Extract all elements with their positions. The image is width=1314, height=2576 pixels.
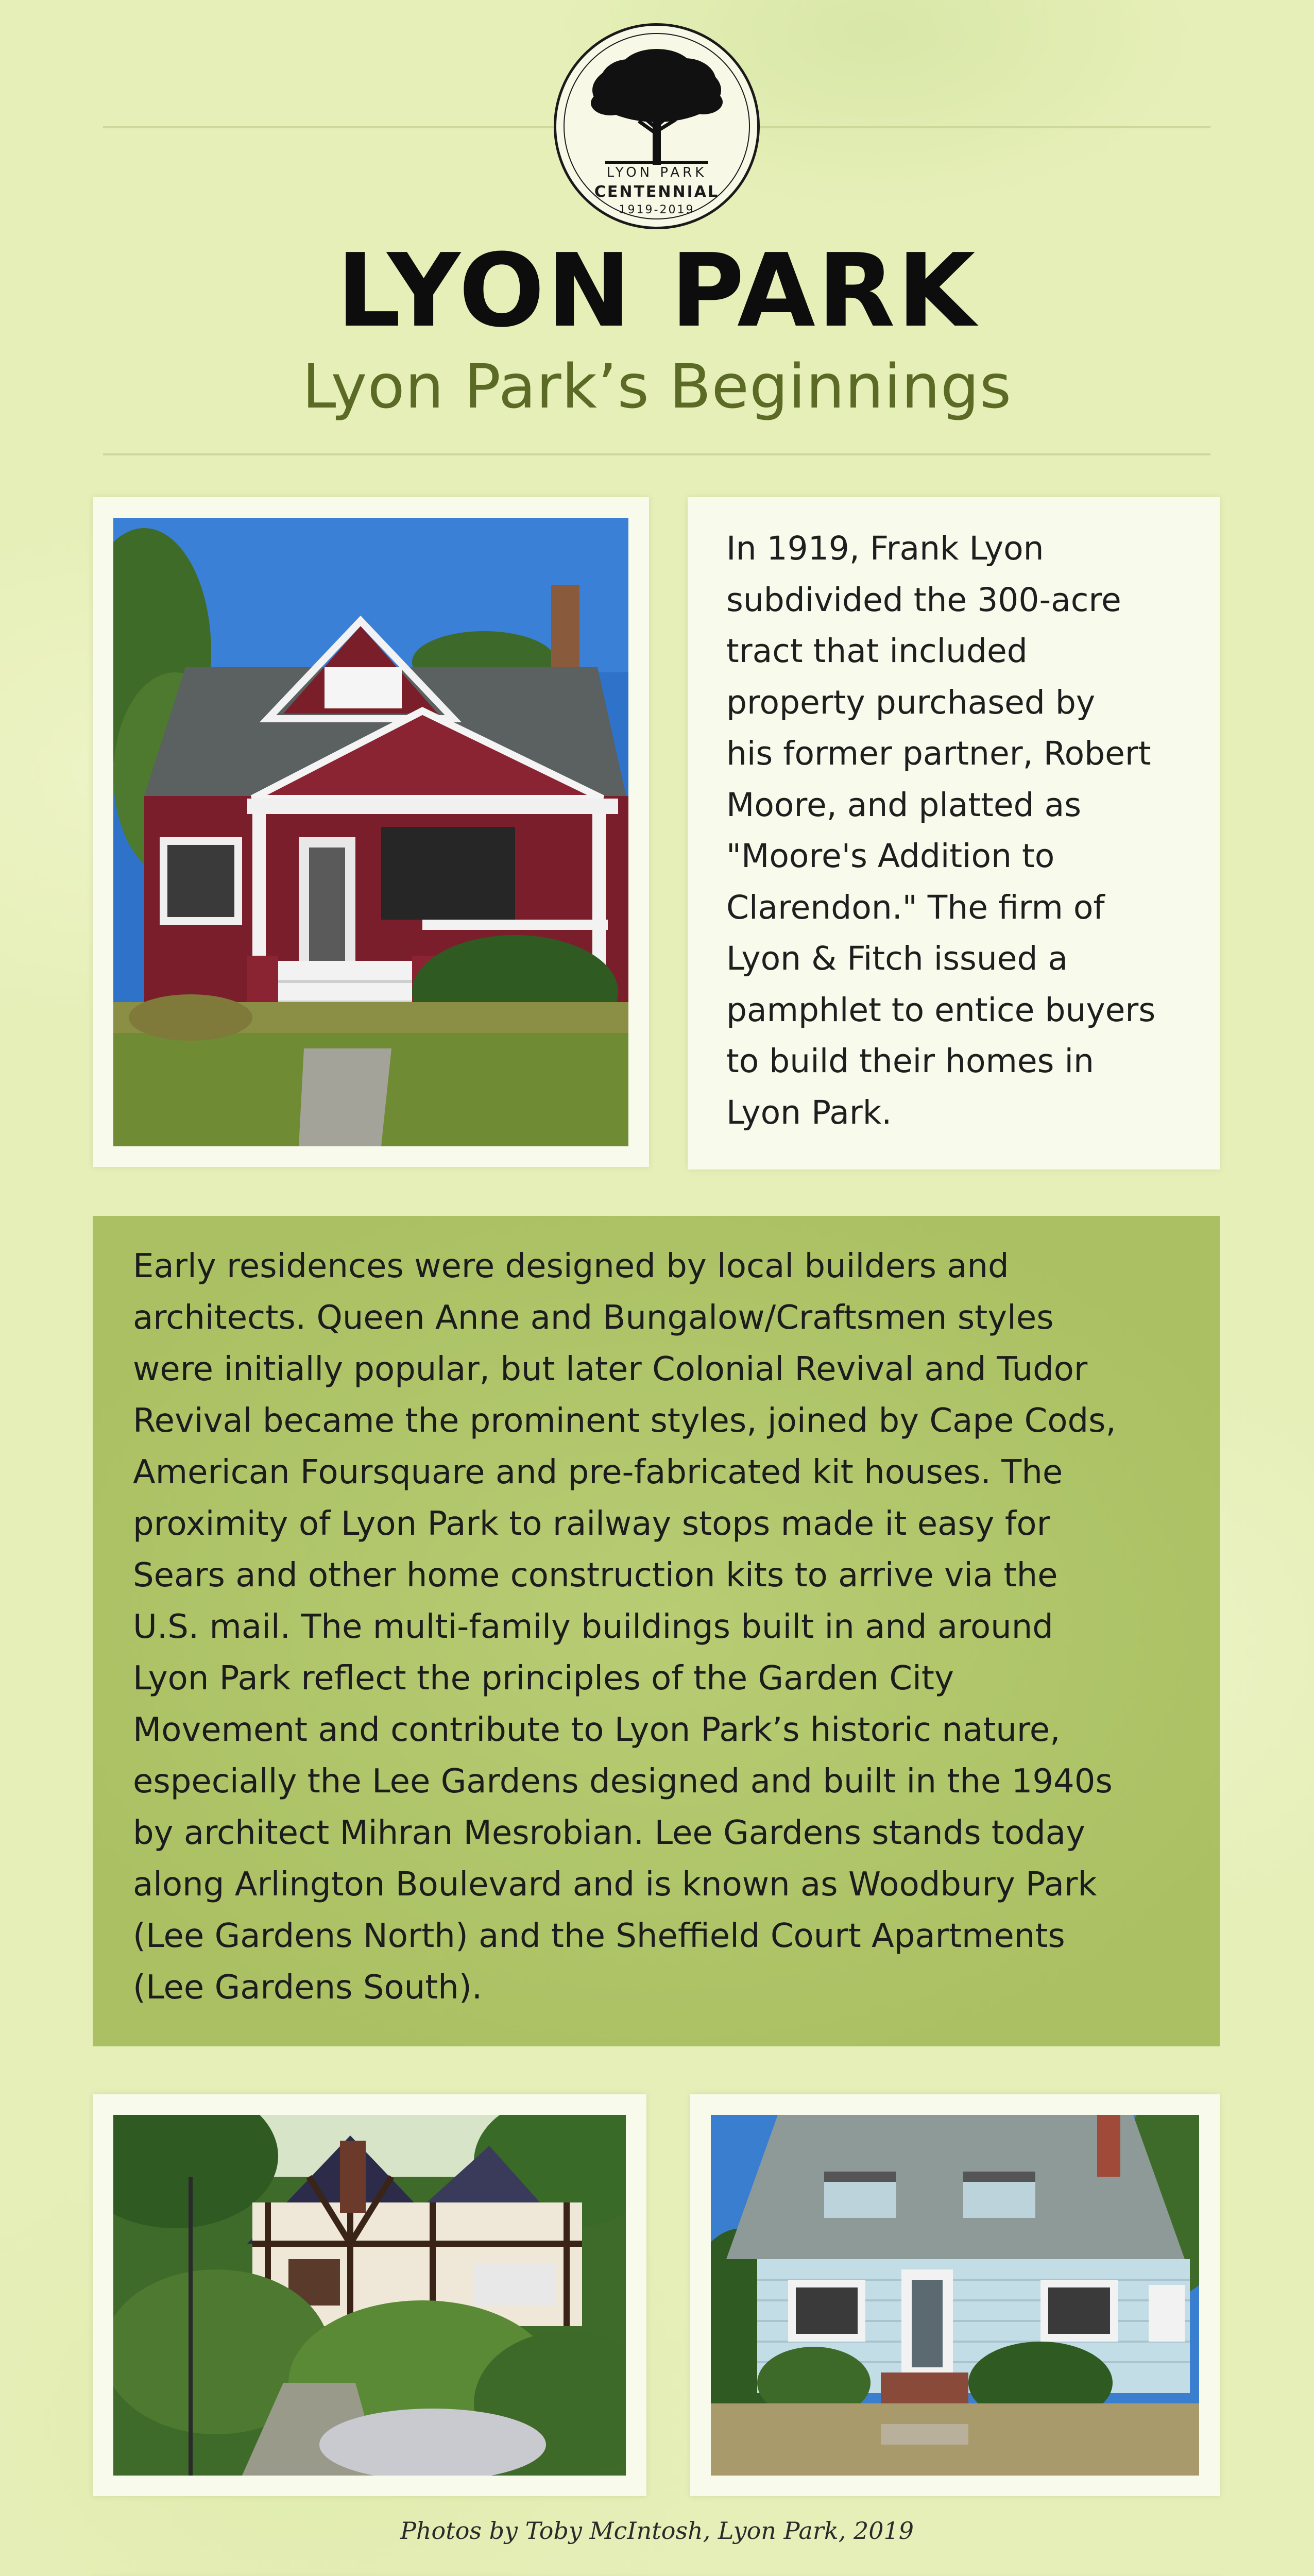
intro-line: his former partner, Robert: [726, 735, 1151, 772]
history-line: proximity of Lyon Park to railway stops made it easy for: [133, 1505, 1050, 1543]
page-title: LYON PARK: [336, 232, 978, 350]
history-paragraph: [133, 1241, 1204, 2013]
intro-line: property purchased by: [726, 683, 1096, 721]
history-line: Early residences were designed by local builders and: [133, 1247, 1009, 1285]
intro-line: Clarendon." The firm of: [726, 888, 1105, 926]
intro-line: tract that included: [726, 632, 1028, 670]
photo-frame-bungalow: [93, 497, 649, 1167]
history-line: architects. Queen Anne and Bungalow/Craftsmen styles: [133, 1299, 1054, 1337]
logo-centennial: CENTENNIAL: [594, 183, 720, 201]
history-line: Revival became the prominent styles, joined by Cape Cods,: [133, 1402, 1116, 1440]
page-subtitle: Lyon Park’s Beginnings: [302, 351, 1012, 422]
history-line: especially the Lee Gardens designed and built in the 1940s: [133, 1762, 1113, 1801]
bungalow-photo: [113, 518, 628, 1146]
tudor-house-photo: [113, 2115, 626, 2476]
history-line: along Arlington Boulevard and is known as Woodbury Park: [133, 1866, 1097, 1904]
history-line: U.S. mail. The multi-family buildings built in and around: [133, 1608, 1053, 1646]
photo-caption: Photos by Toby McIntosh, Lyon Park, 2019: [400, 2517, 914, 2545]
cape-cod-photo: [711, 2115, 1199, 2476]
photo-frame-tudor: [93, 2094, 646, 2496]
history-line: (Lee Gardens North) and the Sheffield Court Apartments: [133, 1917, 1065, 1955]
intro-line: Moore, and platted as: [726, 786, 1082, 824]
intro-line: Lyon & Fitch issued a: [726, 940, 1068, 977]
intro-line: "Moore's Addition to: [726, 837, 1055, 875]
intro-line: to build their homes in: [726, 1042, 1094, 1080]
header-divider: [103, 453, 1210, 455]
history-line: were initially popular, but later Colonial Revival and Tudor: [133, 1350, 1088, 1388]
history-line: (Lee Gardens South).: [133, 1969, 483, 2007]
photo-frame-cape-cod: [690, 2094, 1220, 2496]
history-line: Sears and other home construction kits to arrive via the: [133, 1556, 1058, 1595]
intro-line: subdivided the 300-acre: [726, 581, 1121, 619]
intro-line: Lyon Park.: [726, 1093, 892, 1131]
intro-line: In 1919, Frank Lyon: [726, 530, 1044, 567]
history-line: by architect Mihran Mesrobian. Lee Gardens stands today: [133, 1814, 1085, 1852]
history-line: Lyon Park reflect the principles of the Garden City: [133, 1659, 954, 1698]
logo-years: 1919-2019: [619, 204, 695, 216]
logo-name: LYON PARK: [606, 165, 707, 180]
history-line: Movement and contribute to Lyon Park’s historic nature,: [133, 1711, 1061, 1749]
intro-line: pamphlet to entice buyers: [726, 991, 1156, 1029]
intro-paragraph: [726, 523, 1190, 1138]
history-line: American Foursquare and pre-fabricated kit houses. The: [133, 1453, 1063, 1492]
centennial-logo: [554, 23, 760, 229]
